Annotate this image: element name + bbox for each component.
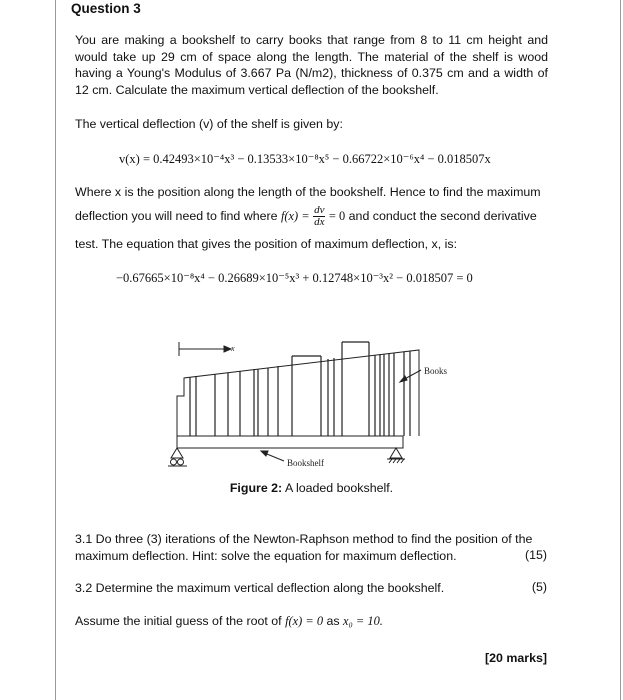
shelf-plank — [177, 436, 403, 448]
caption-bold: Figure 2: — [229, 481, 283, 495]
shelf-leader-arrow — [261, 451, 268, 456]
right-support-icon — [387, 448, 405, 463]
q32-marks: (5) — [531, 580, 547, 594]
frac-numerator: dv — [314, 204, 325, 216]
fx-lhs: f(x) = — [280, 208, 310, 223]
figure-caption — [0, 481, 623, 495]
para2-line2-pre: deflection you will need to find where — [75, 208, 278, 223]
question-heading: Question 3 — [71, 1, 141, 16]
para2-line1: Where x is the position along the length of the bookshelf. Hence to find the maximum — [75, 185, 541, 199]
x-arrow-head — [224, 346, 231, 352]
x-label: x — [231, 344, 235, 353]
frac-denominator: dx — [314, 216, 325, 228]
book-dividers — [190, 342, 410, 436]
intro-paragraph: You are making a bookshelf to carry books that range from 8 to 11 cm height and would take up 29 cm of space along the length. The material of the shelf is wood having a Young's Modulus of 3.667 Pa (N/m2), thickness of 0.375 cm and a width of 12 cm. Calculate the maximum vertical deflection of the bookshelf. — [75, 33, 548, 97]
para2-line3: test. The equation that gives the position of maximum deflection, x, is: — [75, 237, 458, 251]
guess-mid: as — [326, 614, 340, 628]
eq-zero: = 0 — [328, 208, 346, 223]
max-deflection-equation: −0.67665×10⁻⁸x⁴ − 0.26689×10⁻⁵x³ + 0.12748×10⁻³x² − 0.018507 = 0 — [116, 271, 473, 285]
books-label: Books — [424, 366, 448, 376]
guess-x0: x₀ = 10. — [343, 614, 383, 628]
initial-guess — [75, 613, 548, 630]
q32-text: 3.2 Determine the maximum vertical deflection along the bookshelf. — [75, 581, 445, 595]
q31-marks: (15) — [524, 548, 547, 562]
left-support-icon — [168, 448, 187, 466]
para2-line2-post: and conduct the second derivative — [348, 208, 537, 223]
deflection-equation: v(x) = 0.42493×10⁻⁴x³ − 0.13533×10⁻⁸x⁵ − 0.66722×10⁻⁶x⁴ − 0.018507x — [119, 152, 491, 166]
q31-text: 3.1 Do three (3) iterations of the Newton-Raphson method to find the position of the maximum deflection. Hint: solve the equation for maximum deflection. — [75, 532, 533, 563]
caption-text: A loaded bookshelf. — [284, 481, 394, 495]
guess-fx: f(x) = 0 — [285, 614, 324, 628]
shelf-label: Bookshelf — [287, 458, 324, 468]
total-marks: [20 marks] — [485, 651, 547, 665]
guess-pre: Assume the initial guess of the root of — [75, 614, 282, 628]
books-outline — [177, 350, 419, 436]
deflection-intro: The vertical deflection (v) of the shelf is given by: — [75, 117, 343, 131]
